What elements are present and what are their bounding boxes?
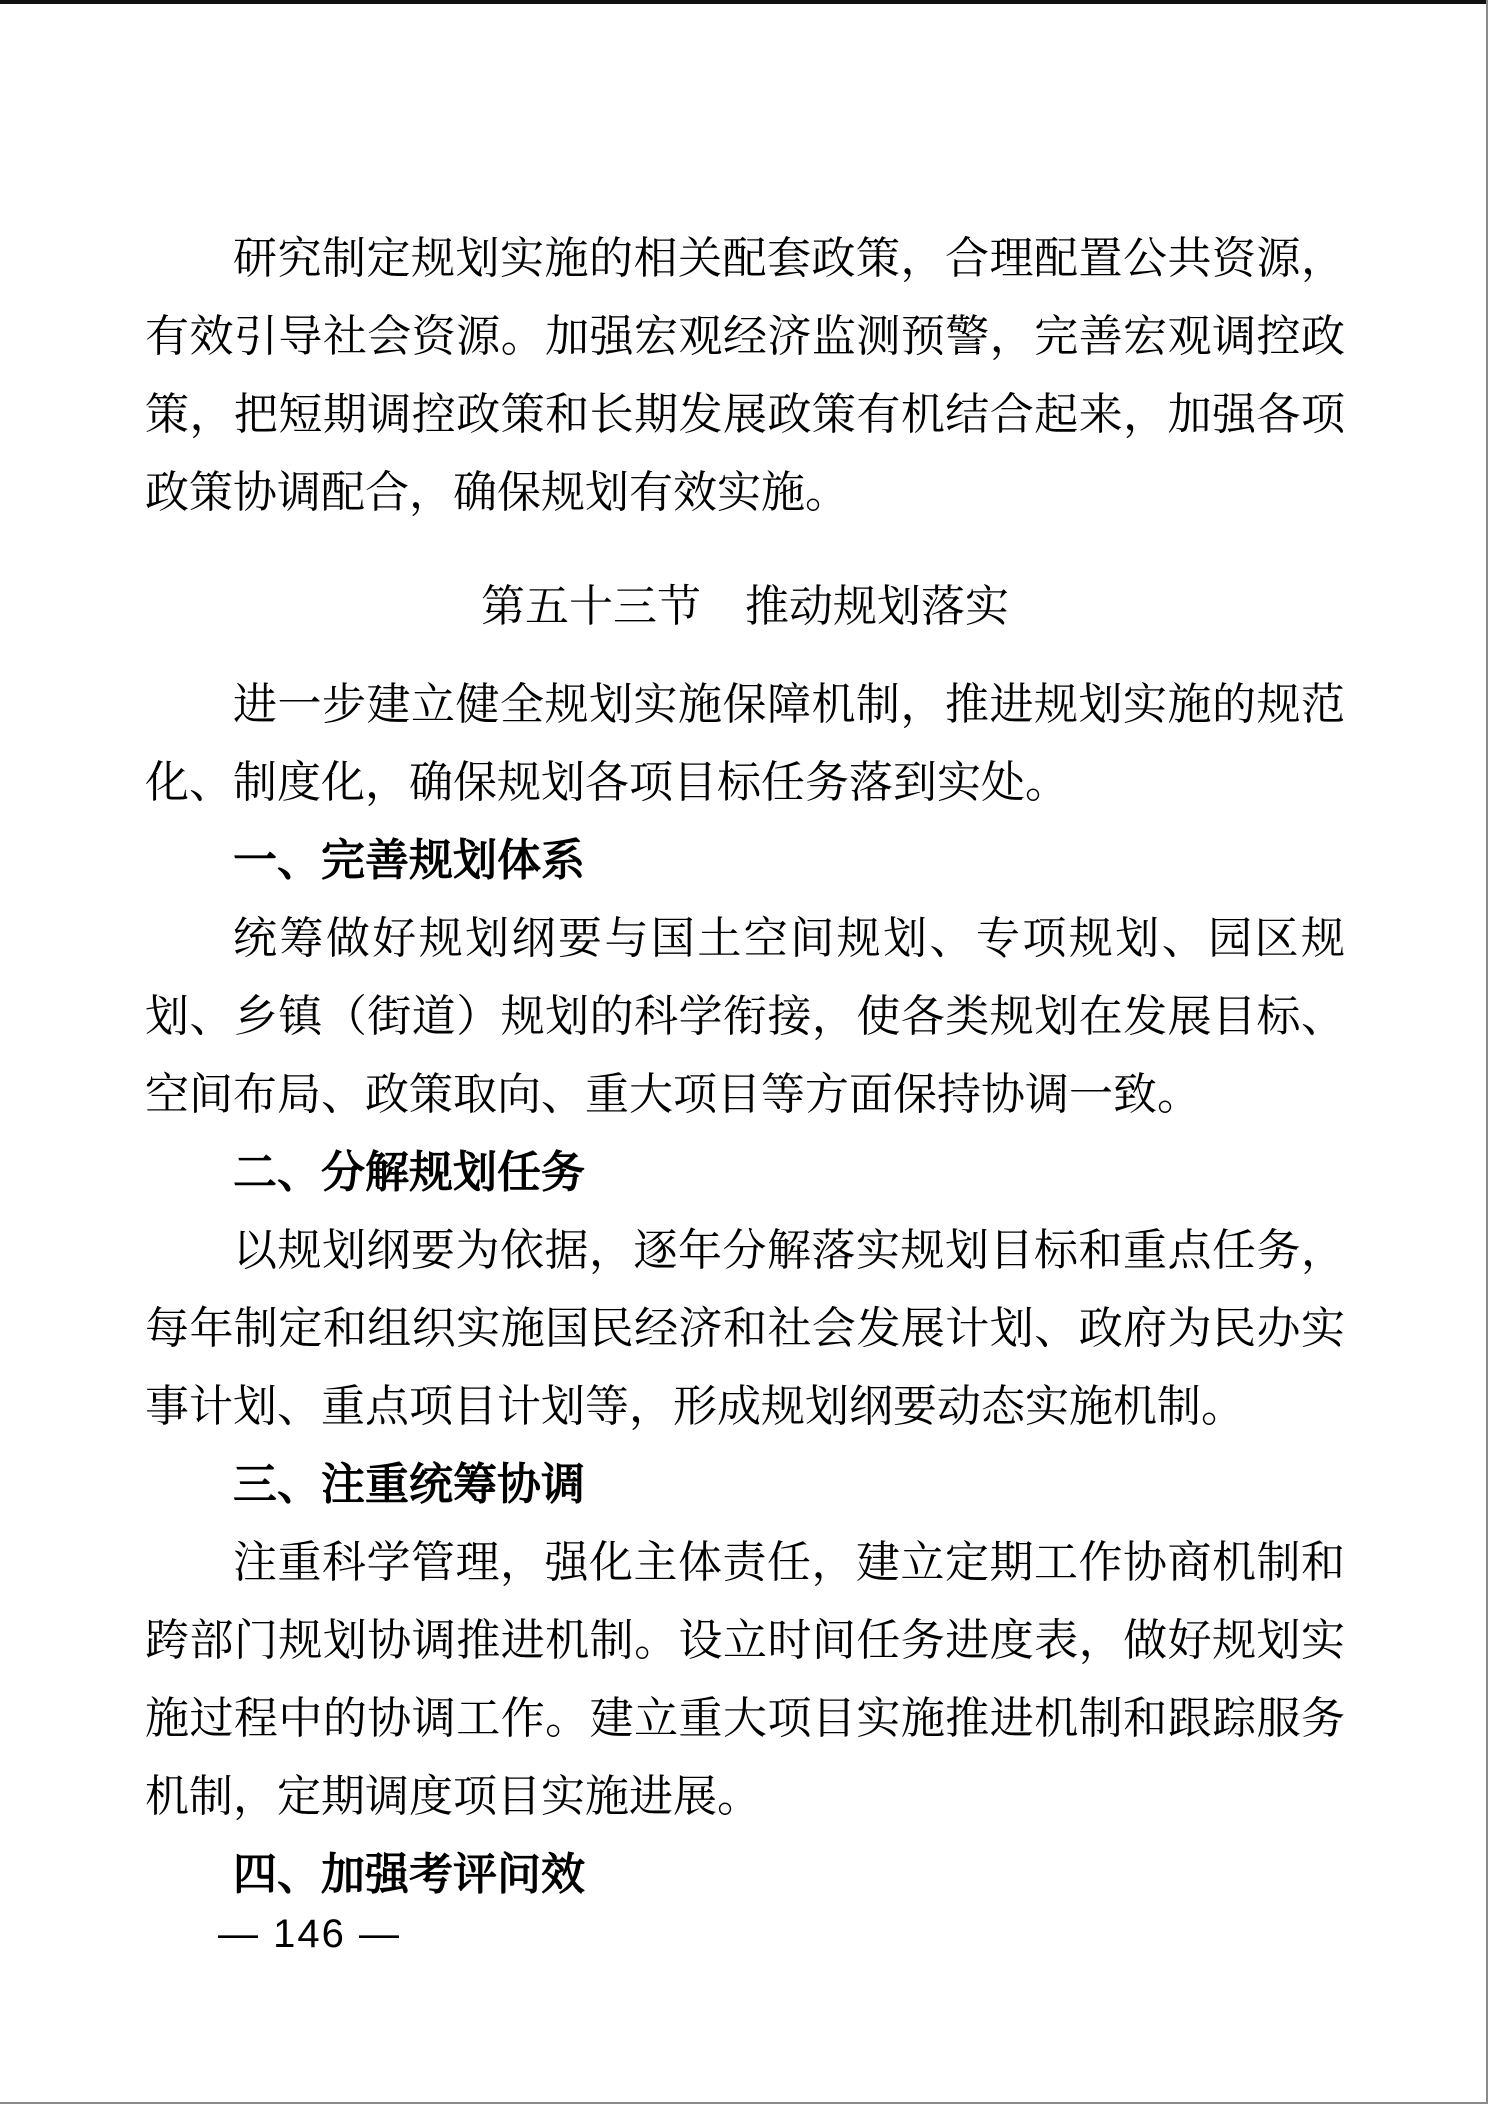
section-intro-paragraph: 进一步建立健全规划实施保障机制，推进规划实施的规范化、制度化，确保规划各项目标任务落到实处。: [145, 680, 1345, 807]
page-number: — 146 —: [218, 1912, 401, 1956]
subsection-heading-2: 二、分解规划任务: [233, 1148, 585, 1197]
subsection-body-2: 以规划纲要为依据，逐年分解落实规划目标和重点任务，每年制定和组织实施国民经济和社会发展计划、政府为民办实事计划、重点项目计划等，形成规划纲要动态实施机制。: [145, 1226, 1345, 1431]
document-body: [145, 220, 1345, 1914]
subsection-heading-1: 一、完善规划体系: [233, 836, 585, 885]
subsection-body-3: 注重科学管理，强化主体责任，建立定期工作协商机制和跨部门规划协调推进机制。设立时间任务进度表，做好规划实施过程中的协调工作。建立重大项目实施推进机制和跟踪服务机制，定期调度项目实施进展。: [145, 1538, 1345, 1821]
subsection-heading-4: 四、加强考评问效: [233, 1850, 585, 1899]
intro-paragraph: 研究制定规划实施的相关配套政策，合理配置公共资源，有效引导社会资源。加强宏观经济监测预警，完善宏观调控政策，把短期调控政策和长期发展政策有机结合起来，加强各项政策协调配合，确保规划有效实施。: [145, 234, 1345, 517]
subsection-body-1: 统筹做好规划纲要与国土空间规划、专项规划、园区规划、乡镇（街道）规划的科学衔接，使各类规划在发展目标、空间布局、政策取向、重大项目等方面保持协调一致。: [145, 914, 1345, 1119]
subsection-heading-3: 三、注重统筹协调: [233, 1460, 585, 1509]
page-top-border: [0, 0, 1488, 4]
section-heading: 第五十三节 推动规划落实: [481, 582, 1009, 631]
